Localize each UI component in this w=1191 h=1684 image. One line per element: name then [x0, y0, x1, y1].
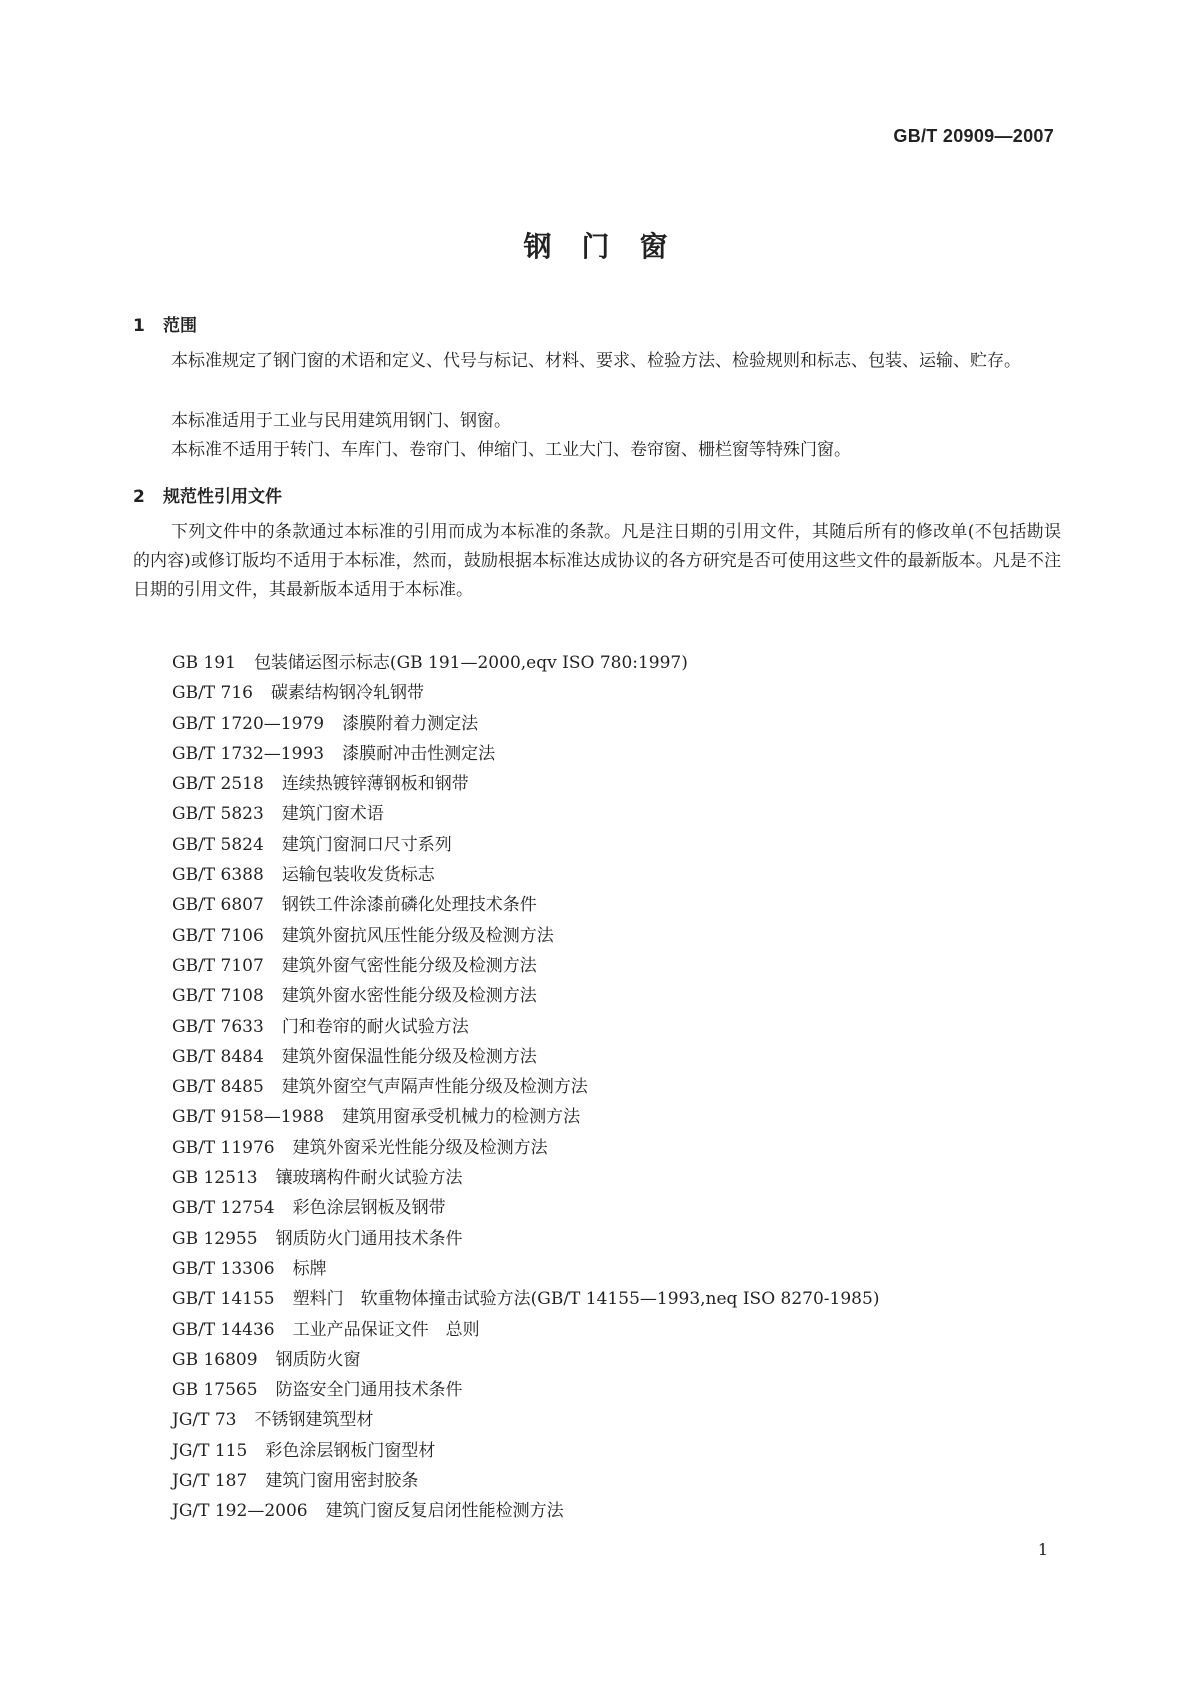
reference-code: GB/T 2518 — [172, 774, 264, 795]
reference-code: JG/T 187 — [172, 1471, 248, 1492]
reference-code: JG/T 115 — [172, 1440, 248, 1461]
standard-code: GB/T 20909—2007 — [893, 126, 1054, 146]
scope-paragraph: 本标准适用于工业与民用建筑用钢门、钢窗。 — [171, 411, 511, 431]
reference-item — [172, 1102, 879, 1132]
reference-item — [172, 1133, 879, 1163]
section-heading-scope — [133, 311, 197, 336]
reference-code: GB/T 7107 — [172, 955, 264, 976]
reference-title: 包装储运图示标志(GB 191—2000,eqv ISO 780:1997) — [253, 653, 688, 673]
reference-title: 碳素结构钢冷轧钢带 — [271, 683, 424, 704]
reference-code: JG/T 73 — [172, 1410, 237, 1431]
reference-title: 漆膜附着力测定法 — [342, 713, 479, 734]
reference-item — [172, 709, 879, 739]
reference-item — [172, 769, 879, 799]
reference-item — [172, 981, 879, 1011]
reference-item — [172, 1436, 879, 1466]
reference-code: GB/T 9158—1988 — [172, 1107, 325, 1128]
normative-intro: 下列文件中的条款通过本标准的引用而成为本标准的条款。凡是注日期的引用文件，其随后所有的修改单(不包括勘误的内容)或修订版均不适用于本标准，然而，鼓励根据本标准达成协议的各方研究是否可使用这些文件的最新版本。凡是不注日期的引用文件，其最新版本适用于本标准。 — [133, 522, 1061, 600]
reference-item — [172, 1224, 879, 1254]
reference-code: GB 12513 — [172, 1168, 258, 1189]
reference-title: 建筑外窗抗风压性能分级及检测方法 — [281, 925, 554, 946]
reference-code: GB 16809 — [172, 1349, 258, 1370]
section-number: 1 — [133, 316, 145, 336]
reference-title: 建筑外窗保温性能分级及检测方法 — [281, 1046, 537, 1067]
reference-title: 标牌 — [292, 1258, 327, 1279]
reference-item — [172, 799, 879, 829]
reference-title: 门和卷帘的耐火试验方法 — [281, 1016, 469, 1037]
reference-title: 建筑外窗气密性能分级及检测方法 — [281, 955, 537, 976]
reference-title: 建筑用窗承受机械力的检测方法 — [342, 1107, 581, 1128]
reference-item — [172, 1284, 879, 1314]
reference-item — [172, 1072, 879, 1102]
reference-code: GB/T 6388 — [172, 865, 264, 886]
reference-item — [172, 1466, 879, 1496]
reference-title: 漆膜耐冲击性测定法 — [342, 743, 496, 764]
document-title: 钢门窗 — [523, 230, 698, 263]
reference-title: 建筑外窗水密性能分级及检测方法 — [281, 986, 537, 1007]
reference-code: GB 12955 — [172, 1228, 258, 1249]
reference-title: 建筑外窗采光性能分级及检测方法 — [292, 1137, 548, 1158]
reference-code: GB/T 716 — [172, 683, 253, 704]
reference-list — [172, 648, 879, 1527]
reference-item — [172, 1375, 879, 1405]
reference-title: 建筑门窗洞口尺寸系列 — [281, 834, 452, 855]
reference-code: GB 17565 — [172, 1380, 258, 1401]
reference-title: 运输包装收发货标志 — [281, 865, 435, 886]
reference-title: 工业产品保证文件 总则 — [292, 1319, 480, 1340]
reference-code: GB/T 5823 — [172, 804, 264, 825]
section-title: 范围 — [163, 316, 197, 336]
reference-item — [172, 648, 879, 678]
reference-title: 不锈钢建筑型材 — [254, 1410, 374, 1431]
reference-item — [172, 951, 879, 981]
reference-title: 彩色涂层钢板门窗型材 — [265, 1440, 436, 1461]
reference-code: JG/T 192—2006 — [172, 1501, 308, 1522]
reference-title: 钢质防火门通用技术条件 — [275, 1228, 463, 1249]
reference-title: 防盗安全门通用技术条件 — [275, 1380, 463, 1401]
reference-code: GB/T 12754 — [172, 1198, 275, 1219]
reference-item — [172, 1496, 879, 1526]
reference-code: GB/T 7633 — [172, 1016, 264, 1037]
reference-code: GB/T 8485 — [172, 1077, 264, 1098]
section-title: 规范性引用文件 — [163, 487, 282, 507]
reference-title: 镶玻璃构件耐火试验方法 — [275, 1168, 463, 1189]
reference-title: 建筑门窗用密封胶条 — [265, 1471, 419, 1492]
reference-code: GB/T 13306 — [172, 1258, 275, 1279]
reference-title: 建筑外窗空气声隔声性能分级及检测方法 — [281, 1077, 588, 1098]
reference-code: GB/T 1732—1993 — [172, 743, 325, 764]
reference-title: 连续热镀锌薄钢板和钢带 — [281, 774, 469, 795]
reference-code: GB/T 1720—1979 — [172, 713, 325, 734]
reference-item — [172, 739, 879, 769]
reference-title: 钢铁工件涂漆前磷化处理技术条件 — [281, 895, 537, 916]
reference-item — [172, 830, 879, 860]
reference-title: 建筑门窗术语 — [281, 804, 384, 825]
scope-paragraph: 本标准不适用于转门、车库门、卷帘门、伸缩门、工业大门、卷帘窗、栅栏窗等特殊门窗。 — [171, 440, 851, 460]
reference-code: GB/T 5824 — [172, 834, 264, 855]
reference-code: GB/T 7106 — [172, 925, 264, 946]
reference-item — [172, 1163, 879, 1193]
reference-title: 钢质防火窗 — [275, 1349, 361, 1370]
section-heading-normative — [133, 482, 282, 507]
reference-code: GB/T 7108 — [172, 986, 264, 1007]
reference-item — [172, 1012, 879, 1042]
reference-item — [172, 1405, 879, 1435]
reference-code: GB/T 14436 — [172, 1319, 275, 1340]
reference-item — [172, 1315, 879, 1345]
reference-item — [172, 1193, 879, 1223]
section-number: 2 — [133, 487, 145, 507]
reference-code: GB/T 14155 — [172, 1289, 275, 1310]
reference-item — [172, 678, 879, 708]
reference-code: GB 191 — [172, 653, 236, 673]
reference-code: GB/T 8484 — [172, 1046, 264, 1067]
reference-item — [172, 1042, 879, 1072]
reference-title: 建筑门窗反复启闭性能检测方法 — [325, 1501, 564, 1522]
reference-item — [172, 1345, 879, 1375]
reference-item — [172, 860, 879, 890]
reference-item — [172, 1254, 879, 1284]
page-number: 1 — [1037, 1540, 1048, 1559]
reference-title: 彩色涂层钢板及钢带 — [292, 1198, 446, 1219]
scope-paragraph: 本标准规定了钢门窗的术语和定义、代号与标记、材料、要求、检验方法、检验规则和标志、包装、运输、贮存。 — [171, 351, 1021, 371]
reference-item — [172, 890, 879, 920]
reference-title: 塑料门 软重物体撞击试验方法(GB/T 14155—1993,neq ISO 8270-1985) — [292, 1289, 880, 1310]
reference-code: GB/T 11976 — [172, 1137, 275, 1158]
reference-code: GB/T 6807 — [172, 895, 264, 916]
reference-item — [172, 921, 879, 951]
